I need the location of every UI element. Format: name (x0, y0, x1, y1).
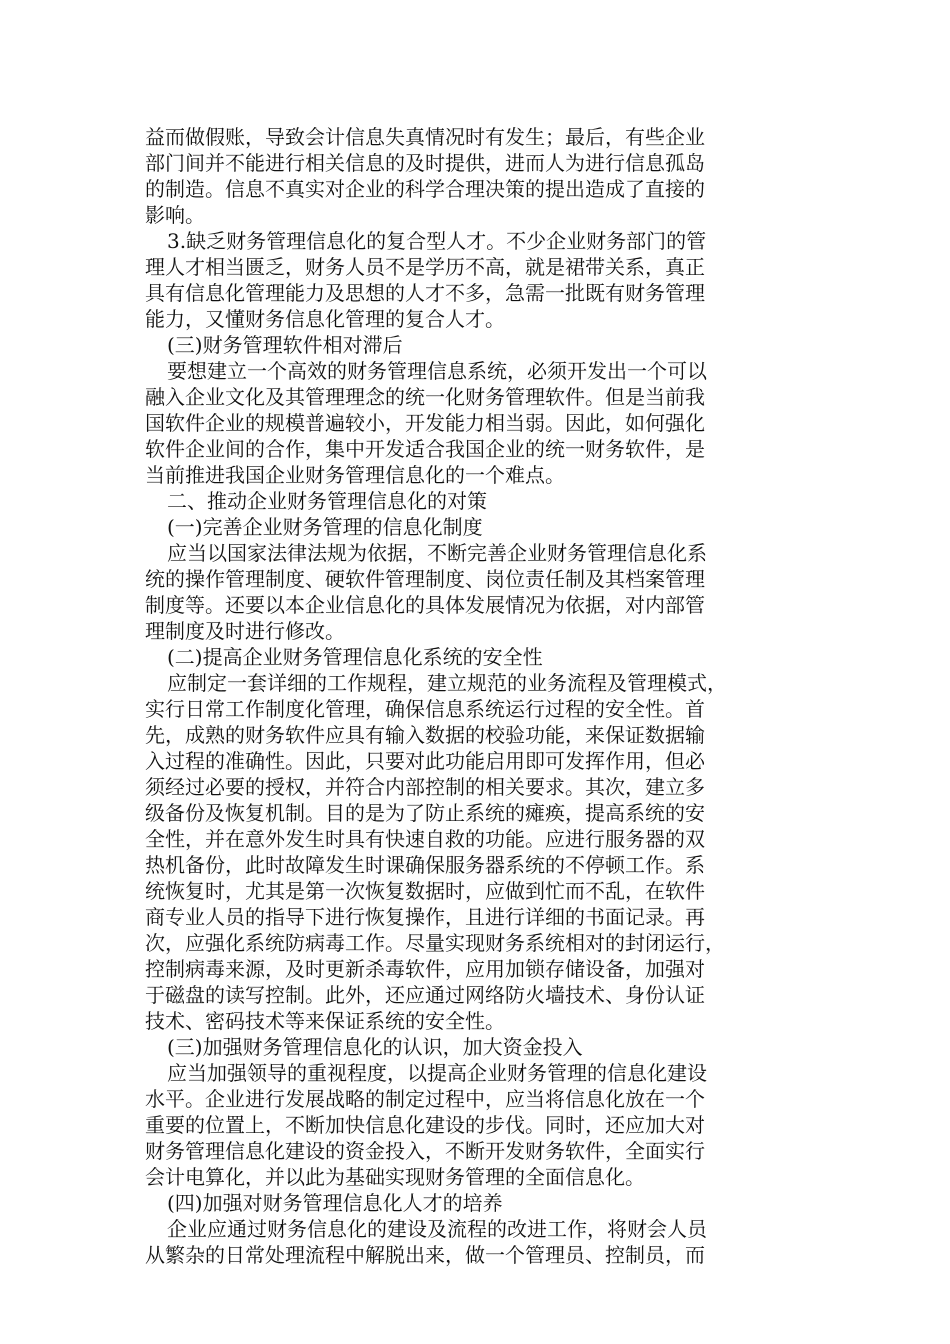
paragraph (145, 228, 795, 332)
subsection-heading (145, 1034, 795, 1060)
text-line: 于磁盘的读写控制。此外，还应通过网络防火墙技术、身份认证 (145, 983, 705, 1007)
text-line: 次，应强化系统防病毒工作。尽量实现财务系统相对的封闭运行， (145, 931, 725, 955)
subsection-heading (145, 644, 795, 670)
section-heading (145, 332, 795, 358)
text-line: 能力，又懂财务信息化管理的复合人才。 (145, 307, 505, 331)
text-line: 软件企业间的合作，集中开发适合我国企业的统一财务软件，是 (145, 437, 705, 461)
text-line: 的制造。信息不真实对企业的科学合理决策的提出造成了直接的 (145, 177, 705, 201)
text-line: 须经过必要的授权，并符合内部控制的相关要求。其次，建立多 (145, 775, 705, 799)
text-line: 水平。企业进行发展战略的制定过程中，应当将信息化放在一个 (145, 1087, 705, 1111)
text-line: 实行日常工作制度化管理，确保信息系统运行过程的安全性。首 (145, 697, 705, 721)
text-line: 部门间并不能进行相关信息的及时提供，进而人为进行信息孤岛 (145, 151, 705, 175)
text-line: 级备份及恢复机制。目的是为了防止系统的瘫痪，提高系统的安 (145, 801, 705, 825)
text-line: 益而做假账，导致会计信息失真情况时有发生；最后，有些企业 (145, 125, 705, 149)
text-line: 从繁杂的日常处理流程中解脱出来，做一个管理员、控制员，而 (145, 1243, 705, 1267)
text-line: 控制病毒来源，及时更新杀毒软件，应用加锁存储设备，加强对 (145, 957, 705, 981)
text-line: 会计电算化，并以此为基础实现财务管理的全面信息化。 (145, 1165, 645, 1189)
text-line: 商专业人员的指导下进行恢复操作，且进行详细的书面记录。再 (145, 905, 705, 929)
subsection-heading (145, 514, 795, 540)
heading-text: (四)加强对财务管理信息化人才的培养 (167, 1191, 503, 1215)
text-line: 国软件企业的规模普遍较小，开发能力相当弱。因此，如何强化 (145, 411, 705, 435)
text-line: 入过程的准确性。因此，只要对此功能启用即可发挥作用，但必 (145, 749, 705, 773)
heading-text: 二、推动企业财务管理信息化的对策 (167, 489, 487, 513)
text-line: 理制度及时进行修改。 (145, 619, 345, 643)
subsection-heading (145, 1190, 795, 1216)
text-line: 应制定一套详细的工作规程，建立规范的业务流程及管理模式， (167, 671, 727, 695)
text-line: 应当加强领导的重视程度，以提高企业财务管理的信息化建设 (167, 1061, 707, 1085)
text-line: 统的操作管理制度、硬软件管理制度、岗位责任制及其档案管理 (145, 567, 705, 591)
heading-text: (二)提高企业财务管理信息化系统的安全性 (167, 645, 543, 669)
text-line: 技术、密码技术等来保证系统的安全性。 (145, 1009, 505, 1033)
text-line: 要想建立一个高效的财务管理信息系统，必须开发出一个可以 (167, 359, 707, 383)
text-line: 先，成熟的财务软件应具有输入数据的校验功能，来保证数据输 (145, 723, 705, 747)
heading-text: (三)加强财务管理信息化的认识，加大资金投入 (167, 1035, 583, 1059)
paragraph (145, 540, 795, 644)
text-line: 全性，并在意外发生时具有快速自救的功能。应进行服务器的双 (145, 827, 705, 851)
text-line: 影响。 (145, 203, 205, 227)
text-line: 具有信息化管理能力及思想的人才不多，急需一批既有财务管理 (145, 281, 705, 305)
text-line: 企业应通过财务信息化的建设及流程的改进工作，将财会人员 (167, 1217, 707, 1241)
heading-text: (三)财务管理软件相对滞后 (167, 333, 403, 357)
text-line: 统恢复时，尤其是第一次恢复数据时，应做到忙而不乱，在软件 (145, 879, 705, 903)
document-body (145, 124, 795, 1268)
text-line: 当前推进我国企业财务管理信息化的一个难点。 (145, 463, 565, 487)
text-line: 制度等。还要以本企业信息化的具体发展情况为依据，对内部管 (145, 593, 705, 617)
section-heading (145, 488, 795, 514)
text-line: 热机备份，此时故障发生时课确保服务器系统的不停顿工作。系 (145, 853, 705, 877)
paragraph (145, 124, 795, 228)
paragraph (145, 670, 795, 1034)
text-line: 3.缺乏财务管理信息化的复合型人才。不少企业财务部门的管 (167, 229, 707, 253)
heading-text: (一)完善企业财务管理的信息化制度 (167, 515, 483, 539)
text-line: 重要的位置上，不断加快信息化建设的步伐。同时，还应加大对 (145, 1113, 705, 1137)
paragraph (145, 358, 795, 488)
paragraph (145, 1216, 795, 1268)
text-line: 应当以国家法律法规为依据，不断完善企业财务管理信息化系 (167, 541, 707, 565)
text-line: 理人才相当匮乏，财务人员不是学历不高，就是裙带关系，真正 (145, 255, 705, 279)
text-line: 融入企业文化及其管理理念的统一化财务管理软件。但是当前我 (145, 385, 705, 409)
text-line: 财务管理信息化建设的资金投入，不断开发财务软件，全面实行 (145, 1139, 705, 1163)
paragraph (145, 1060, 795, 1190)
